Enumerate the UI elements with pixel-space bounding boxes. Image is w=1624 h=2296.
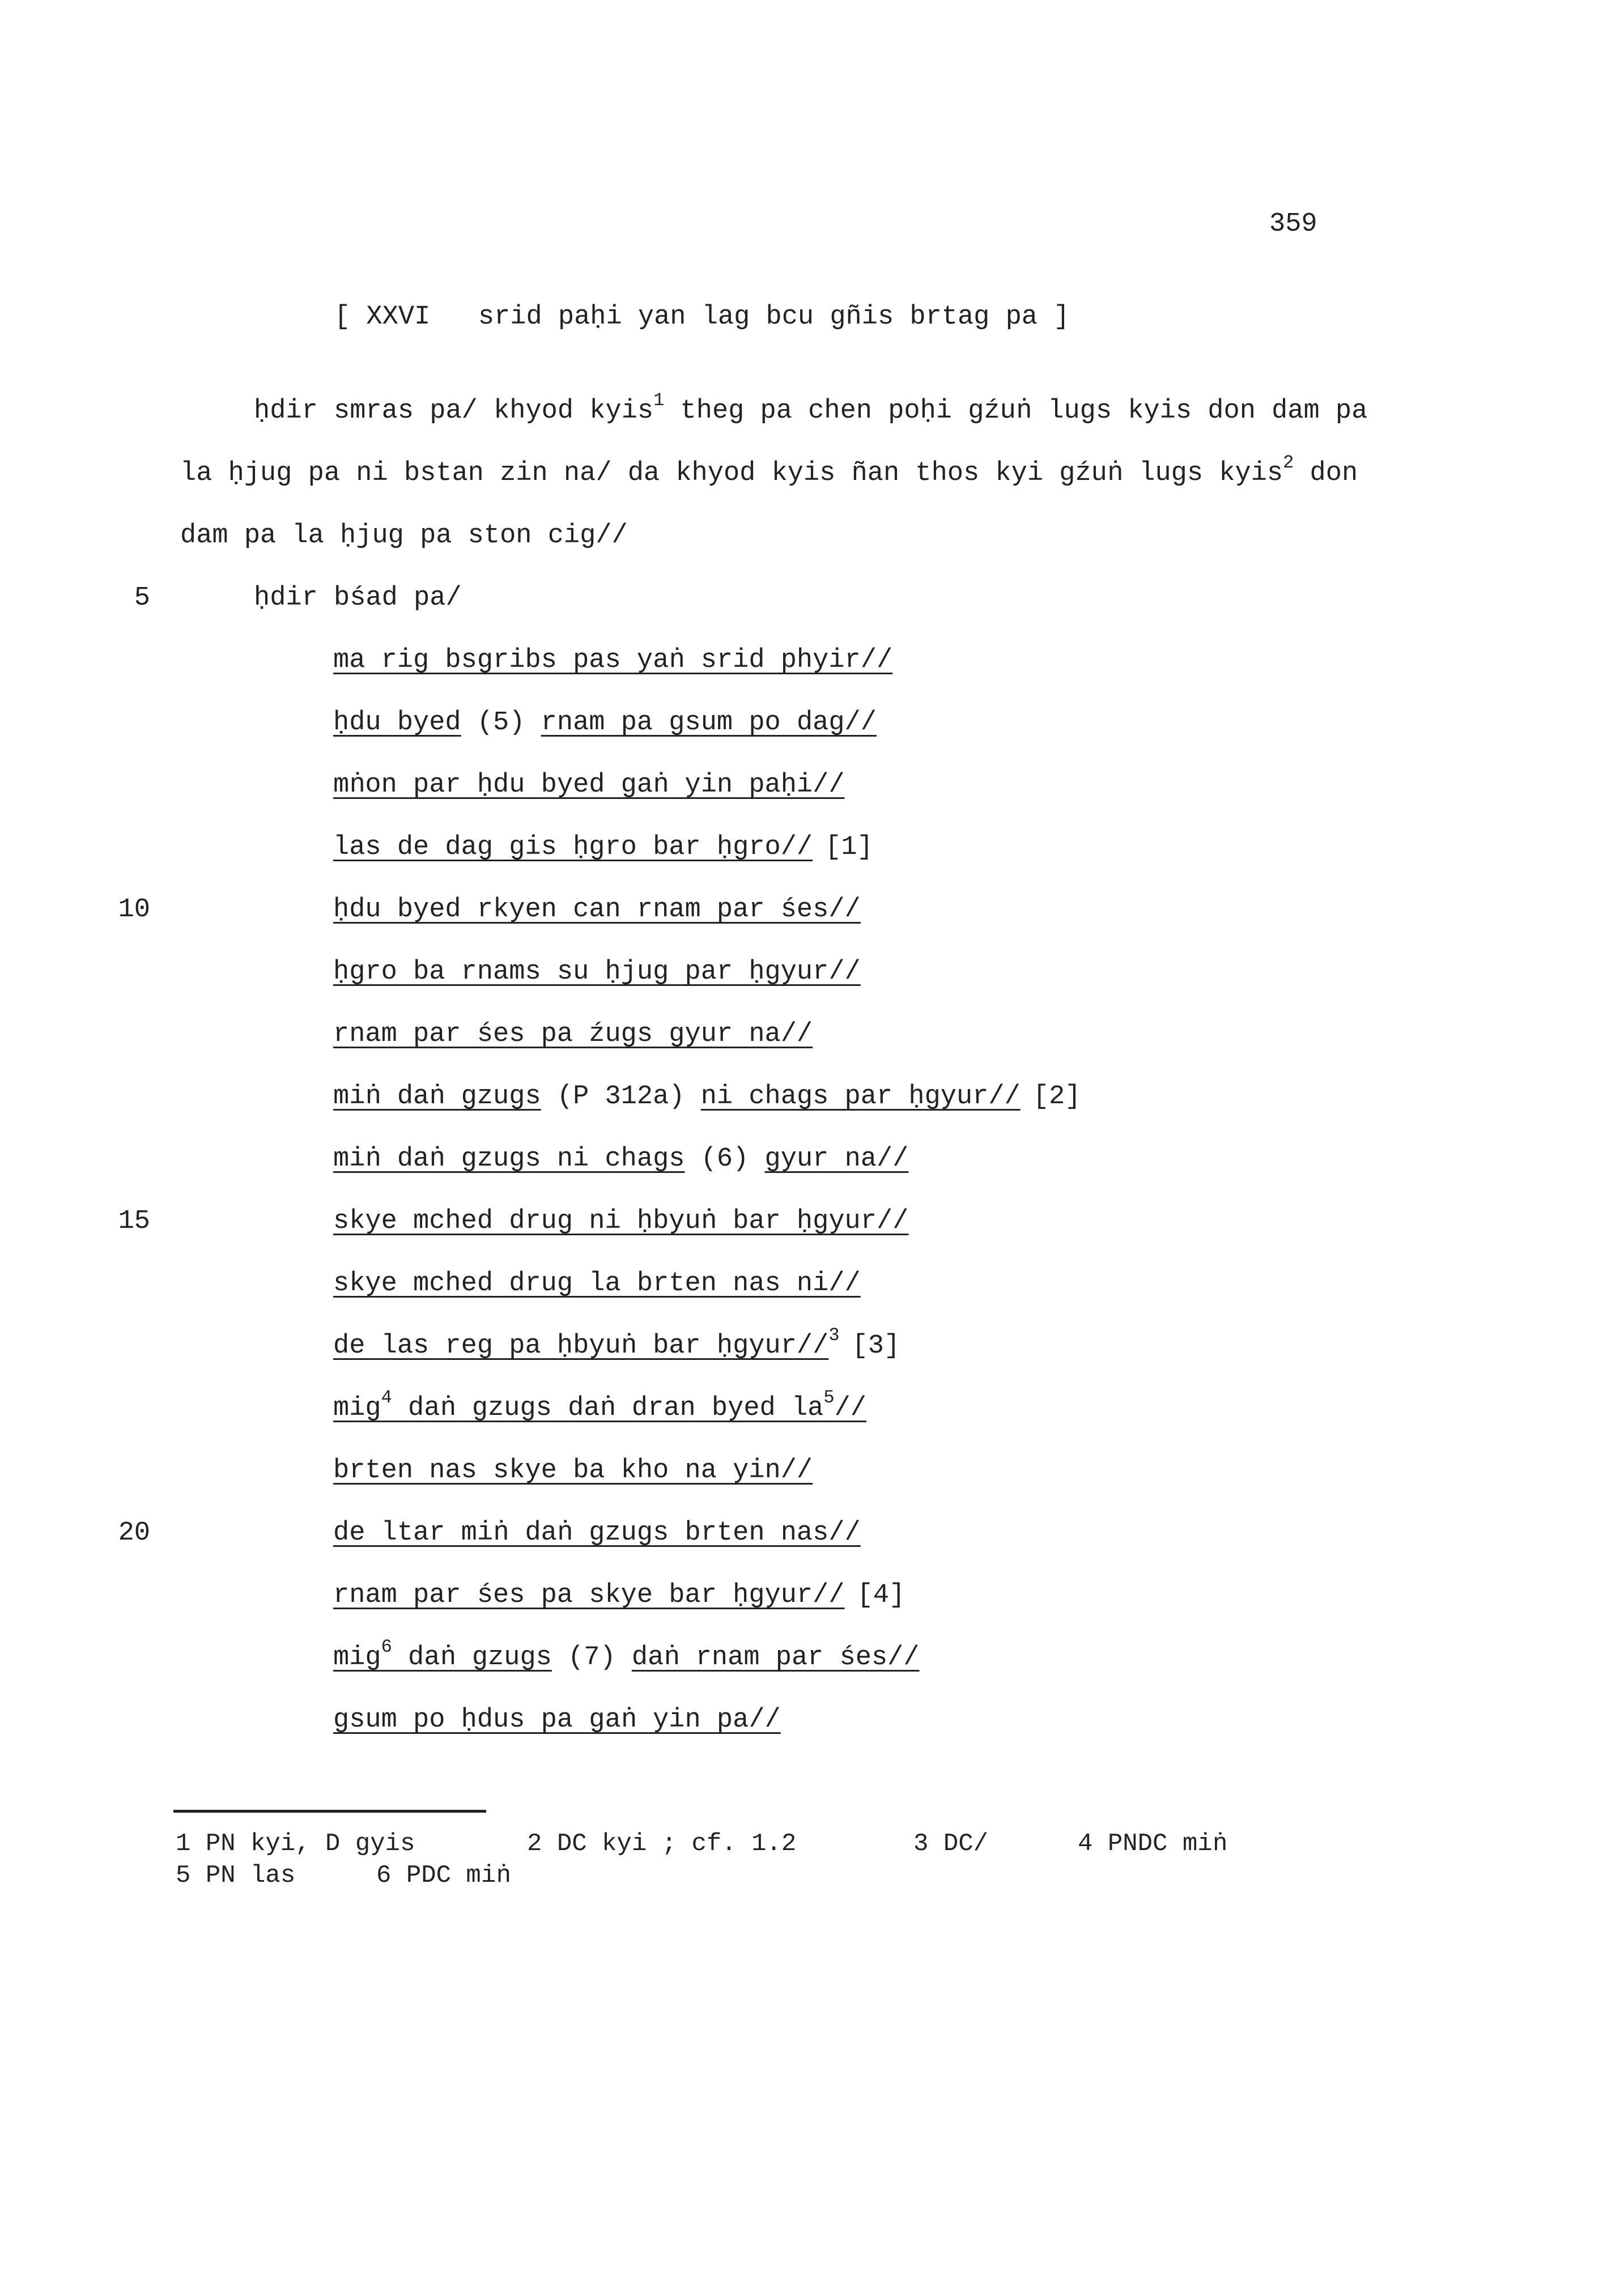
verse-line: ḥdu byed (5) rnam pa gsum po dag// xyxy=(333,708,877,738)
prose-line-2: la ḥjug pa ni bstan zin na/ da khyod kyis ñan thos kyi gźuṅ lugs kyis$^2$ don xyxy=(180,452,1358,488)
verse-line: rnam par śes pa skye bar ḥgyur// [4] xyxy=(333,1580,905,1610)
verse-line: ma rig bsgribs pas yaṅ srid phyir// xyxy=(333,645,893,675)
verse-line: ḥdu byed rkyen can rnam par śes// xyxy=(333,895,861,925)
verse-marker: [3] xyxy=(852,1331,900,1361)
footnote-rule xyxy=(173,1810,486,1813)
footnote-5: 5 PN las xyxy=(176,1861,296,1890)
footnote-1: 1 PN kyi, D gyis xyxy=(176,1830,415,1858)
footnote-3: 3 DC/ xyxy=(913,1830,989,1858)
verse-marker: [1] xyxy=(825,832,873,862)
section-title: [ XXVI srid paḥi yan lag bcu gñis brtag pa ] xyxy=(334,302,1070,332)
verse-line: ḥgro ba rnams su ḥjug par ḥgyur// xyxy=(333,957,861,987)
line-number: 10 xyxy=(118,895,150,925)
verse-line: miṅ daṅ gzugs (P 312a) ni chags par ḥgyur// [2] xyxy=(333,1082,1081,1112)
prose-line-1: ḥdir smras pa/ khyod kyis$^1$ theg pa chen poḥi gźuṅ lugs kyis don dam pa xyxy=(254,390,1368,426)
verse-line: rnam par śes pa źugs gyur na// xyxy=(333,1019,813,1049)
verse-line: miṅ daṅ gzugs ni chags (6) gyur na// xyxy=(333,1144,909,1174)
page-number: 359 xyxy=(1269,209,1317,239)
footnote-4: 4 PNDC miṅ xyxy=(1078,1830,1228,1858)
verse-line: skye mched drug ni ḥbyuṅ bar ḥgyur// xyxy=(333,1206,909,1236)
line-number: 20 xyxy=(118,1518,150,1548)
verse-line: skye mched drug la brten nas ni// xyxy=(333,1269,861,1299)
verse-line: de ltar miṅ daṅ gzugs brten nas// xyxy=(333,1518,861,1548)
prose-line-3: dam pa la ḥjug pa ston cig// xyxy=(180,521,628,551)
verse-line: mig$^6$ daṅ gzugs (7) daṅ rnam par śes// xyxy=(333,1636,920,1673)
line-number: 15 xyxy=(118,1206,150,1236)
verse-line: las de dag gis ḥgro bar ḥgro// [1] xyxy=(333,832,873,862)
verse-marker: [2] xyxy=(1032,1082,1081,1112)
verse-line: de las reg pa ḥbyuṅ bar ḥgyur//$^3$ [3] xyxy=(333,1325,900,1361)
footnote-2: 2 DC kyi ; cf. 1.2 xyxy=(527,1830,797,1858)
line-number: 5 xyxy=(134,583,150,613)
verse-line: mṅon par ḥdu byed gaṅ yin paḥi// xyxy=(333,770,845,800)
verse-line: mig$^4$ daṅ gzugs daṅ dran byed $la^5//$ xyxy=(333,1387,866,1423)
footnote-6: 6 PDC miṅ xyxy=(376,1861,511,1890)
verse-line: gsum po ḥdus pa gaṅ yin pa// xyxy=(333,1705,781,1735)
prose-line-4: ḥdir bśad pa/ xyxy=(254,583,462,613)
verse-marker: [4] xyxy=(857,1580,905,1610)
verse-line: brten nas skye ba kho na yin// xyxy=(333,1456,813,1486)
